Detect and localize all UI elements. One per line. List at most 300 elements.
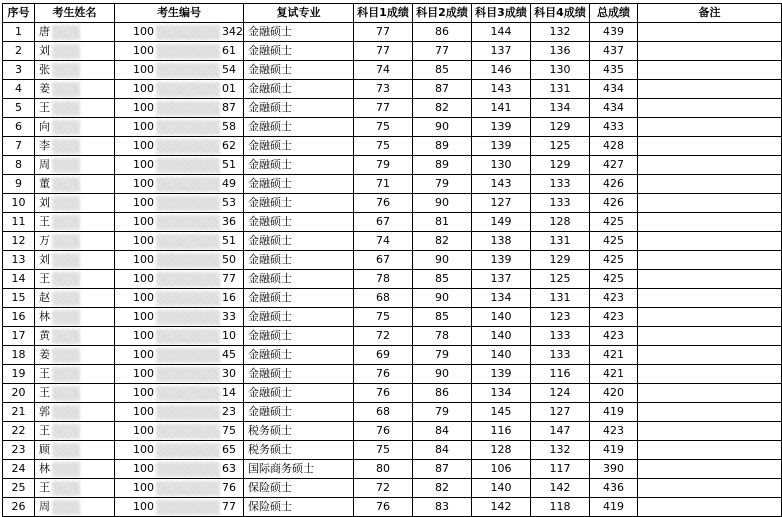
cell-no: 5 bbox=[3, 99, 35, 118]
table-row bbox=[3, 441, 782, 460]
cell-no: 25 bbox=[3, 479, 35, 498]
id-suffix: 23 bbox=[222, 405, 236, 418]
name-visible: 王 bbox=[39, 215, 50, 228]
table-row bbox=[3, 99, 782, 118]
cell-total: 426 bbox=[590, 194, 638, 213]
cell-subject3: 149 bbox=[472, 213, 531, 232]
cell-total: 427 bbox=[590, 156, 638, 175]
cell-note bbox=[638, 327, 782, 346]
cell-subject4: 129 bbox=[531, 251, 590, 270]
cell-subject1: 77 bbox=[354, 99, 413, 118]
table-row bbox=[3, 403, 782, 422]
header-name: 考生姓名 bbox=[35, 4, 115, 23]
header-subject1: 科目1成绩 bbox=[354, 4, 413, 23]
cell-major: 金融硕士 bbox=[244, 175, 354, 194]
name-visible: 万 bbox=[39, 234, 50, 247]
cell-note bbox=[638, 346, 782, 365]
cell-id bbox=[115, 137, 244, 156]
id-prefix: 100 bbox=[133, 44, 154, 57]
cell-subject1: 71 bbox=[354, 175, 413, 194]
cell-major: 金融硕士 bbox=[244, 308, 354, 327]
cell-subject1: 76 bbox=[354, 384, 413, 403]
cell-name bbox=[35, 80, 115, 99]
cell-subject3: 143 bbox=[472, 175, 531, 194]
cell-id bbox=[115, 308, 244, 327]
cell-id bbox=[115, 384, 244, 403]
cell-subject1: 76 bbox=[354, 498, 413, 517]
cell-name bbox=[35, 289, 115, 308]
cell-subject3: 139 bbox=[472, 251, 531, 270]
redaction-mask bbox=[156, 253, 220, 268]
cell-subject3: 140 bbox=[472, 479, 531, 498]
cell-major: 金融硕士 bbox=[244, 346, 354, 365]
header-id: 考生编号 bbox=[115, 4, 244, 23]
cell-subject1: 67 bbox=[354, 251, 413, 270]
header-total: 总成绩 bbox=[590, 4, 638, 23]
cell-subject1: 73 bbox=[354, 80, 413, 99]
cell-note bbox=[638, 498, 782, 517]
cell-major: 金融硕士 bbox=[244, 213, 354, 232]
cell-total: 434 bbox=[590, 99, 638, 118]
cell-subject2: 77 bbox=[413, 42, 472, 61]
cell-subject2: 85 bbox=[413, 270, 472, 289]
cell-subject2: 79 bbox=[413, 346, 472, 365]
cell-major: 金融硕士 bbox=[244, 118, 354, 137]
cell-id bbox=[115, 23, 244, 42]
redaction-mask bbox=[156, 215, 220, 230]
redaction-mask bbox=[52, 177, 80, 192]
cell-note bbox=[638, 194, 782, 213]
cell-subject2: 89 bbox=[413, 137, 472, 156]
cell-note bbox=[638, 365, 782, 384]
name-visible: 刘 bbox=[39, 253, 50, 266]
cell-subject2: 79 bbox=[413, 175, 472, 194]
cell-total: 421 bbox=[590, 346, 638, 365]
name-visible: 张 bbox=[39, 63, 50, 76]
id-prefix: 100 bbox=[133, 424, 154, 437]
id-prefix: 100 bbox=[133, 367, 154, 380]
cell-total: 390 bbox=[590, 460, 638, 479]
cell-no: 19 bbox=[3, 365, 35, 384]
cell-id bbox=[115, 270, 244, 289]
cell-subject4: 124 bbox=[531, 384, 590, 403]
cell-id bbox=[115, 441, 244, 460]
redaction-mask bbox=[156, 120, 220, 135]
redaction-mask bbox=[156, 443, 220, 458]
name-visible: 顾 bbox=[39, 443, 50, 456]
header-subject3: 科目3成绩 bbox=[472, 4, 531, 23]
cell-no: 9 bbox=[3, 175, 35, 194]
cell-subject1: 74 bbox=[354, 232, 413, 251]
cell-note bbox=[638, 42, 782, 61]
redaction-mask bbox=[52, 329, 80, 344]
cell-no: 17 bbox=[3, 327, 35, 346]
redaction-mask bbox=[52, 25, 80, 40]
cell-note bbox=[638, 384, 782, 403]
cell-subject3: 134 bbox=[472, 289, 531, 308]
cell-total: 420 bbox=[590, 384, 638, 403]
redaction-mask bbox=[52, 44, 80, 59]
redaction-mask bbox=[156, 329, 220, 344]
cell-subject3: 138 bbox=[472, 232, 531, 251]
redaction-mask bbox=[52, 462, 80, 477]
redaction-mask bbox=[52, 196, 80, 211]
cell-subject2: 87 bbox=[413, 460, 472, 479]
cell-subject1: 76 bbox=[354, 194, 413, 213]
redaction-mask bbox=[156, 405, 220, 420]
id-suffix: 33 bbox=[222, 310, 236, 323]
cell-subject4: 125 bbox=[531, 270, 590, 289]
cell-major: 税务硕士 bbox=[244, 441, 354, 460]
cell-subject3: 143 bbox=[472, 80, 531, 99]
cell-subject3: 140 bbox=[472, 308, 531, 327]
cell-no: 18 bbox=[3, 346, 35, 365]
table-row bbox=[3, 422, 782, 441]
table-row bbox=[3, 156, 782, 175]
cell-id bbox=[115, 289, 244, 308]
redaction-mask bbox=[156, 177, 220, 192]
cell-subject2: 90 bbox=[413, 194, 472, 213]
cell-subject3: 139 bbox=[472, 365, 531, 384]
id-prefix: 100 bbox=[133, 272, 154, 285]
name-visible: 黄 bbox=[39, 329, 50, 342]
cell-note bbox=[638, 289, 782, 308]
table-row bbox=[3, 194, 782, 213]
id-prefix: 100 bbox=[133, 101, 154, 114]
id-suffix: 30 bbox=[222, 367, 236, 380]
name-visible: 王 bbox=[39, 272, 50, 285]
cell-id bbox=[115, 213, 244, 232]
cell-subject4: 132 bbox=[531, 441, 590, 460]
cell-name bbox=[35, 61, 115, 80]
cell-id bbox=[115, 80, 244, 99]
id-suffix: 50 bbox=[222, 253, 236, 266]
id-suffix: 77 bbox=[222, 272, 236, 285]
cell-id bbox=[115, 251, 244, 270]
name-visible: 周 bbox=[39, 500, 50, 513]
table-body bbox=[3, 23, 782, 517]
cell-major: 金融硕士 bbox=[244, 99, 354, 118]
cell-subject1: 68 bbox=[354, 403, 413, 422]
cell-name bbox=[35, 270, 115, 289]
name-visible: 赵 bbox=[39, 291, 50, 304]
name-visible: 王 bbox=[39, 367, 50, 380]
header-row bbox=[3, 4, 782, 23]
cell-major: 金融硕士 bbox=[244, 194, 354, 213]
cell-subject4: 128 bbox=[531, 213, 590, 232]
cell-total: 425 bbox=[590, 232, 638, 251]
cell-total: 419 bbox=[590, 403, 638, 422]
redaction-mask bbox=[52, 481, 80, 496]
cell-note bbox=[638, 232, 782, 251]
cell-id bbox=[115, 327, 244, 346]
cell-subject2: 89 bbox=[413, 156, 472, 175]
cell-note bbox=[638, 99, 782, 118]
cell-subject4: 125 bbox=[531, 137, 590, 156]
cell-note bbox=[638, 61, 782, 80]
redaction-mask bbox=[52, 215, 80, 230]
cell-subject2: 81 bbox=[413, 213, 472, 232]
table-row bbox=[3, 327, 782, 346]
id-suffix: 76 bbox=[222, 481, 236, 494]
redaction-mask bbox=[52, 424, 80, 439]
cell-no: 2 bbox=[3, 42, 35, 61]
cell-subject4: 127 bbox=[531, 403, 590, 422]
redaction-mask bbox=[156, 386, 220, 401]
cell-note bbox=[638, 23, 782, 42]
cell-subject3: 130 bbox=[472, 156, 531, 175]
table-row bbox=[3, 232, 782, 251]
id-suffix: 53 bbox=[222, 196, 236, 209]
cell-total: 419 bbox=[590, 498, 638, 517]
cell-no: 21 bbox=[3, 403, 35, 422]
cell-no: 8 bbox=[3, 156, 35, 175]
name-visible: 郭 bbox=[39, 405, 50, 418]
cell-subject1: 76 bbox=[354, 365, 413, 384]
cell-subject3: 106 bbox=[472, 460, 531, 479]
id-prefix: 100 bbox=[133, 386, 154, 399]
cell-subject2: 84 bbox=[413, 441, 472, 460]
cell-subject1: 77 bbox=[354, 42, 413, 61]
name-visible: 林 bbox=[39, 310, 50, 323]
cell-id bbox=[115, 61, 244, 80]
id-prefix: 100 bbox=[133, 291, 154, 304]
cell-no: 7 bbox=[3, 137, 35, 156]
id-prefix: 100 bbox=[133, 253, 154, 266]
cell-subject3: 116 bbox=[472, 422, 531, 441]
cell-major: 金融硕士 bbox=[244, 232, 354, 251]
cell-total: 425 bbox=[590, 251, 638, 270]
header-major: 复试专业 bbox=[244, 4, 354, 23]
redaction-mask bbox=[156, 291, 220, 306]
cell-major: 保险硕士 bbox=[244, 498, 354, 517]
cell-major: 税务硕士 bbox=[244, 422, 354, 441]
id-prefix: 100 bbox=[133, 443, 154, 456]
cell-total: 423 bbox=[590, 422, 638, 441]
header-no: 序号 bbox=[3, 4, 35, 23]
cell-subject2: 78 bbox=[413, 327, 472, 346]
cell-subject4: 133 bbox=[531, 346, 590, 365]
table-row bbox=[3, 61, 782, 80]
id-suffix: 16 bbox=[222, 291, 236, 304]
cell-id bbox=[115, 346, 244, 365]
name-visible: 王 bbox=[39, 101, 50, 114]
table-row bbox=[3, 251, 782, 270]
cell-subject3: 134 bbox=[472, 384, 531, 403]
cell-name bbox=[35, 99, 115, 118]
cell-no: 26 bbox=[3, 498, 35, 517]
id-prefix: 100 bbox=[133, 215, 154, 228]
cell-subject2: 85 bbox=[413, 61, 472, 80]
table-row bbox=[3, 289, 782, 308]
cell-subject3: 141 bbox=[472, 99, 531, 118]
id-suffix: 342 bbox=[222, 25, 243, 38]
cell-no: 3 bbox=[3, 61, 35, 80]
cell-total: 439 bbox=[590, 23, 638, 42]
id-prefix: 100 bbox=[133, 25, 154, 38]
id-prefix: 100 bbox=[133, 481, 154, 494]
cell-major: 金融硕士 bbox=[244, 327, 354, 346]
cell-name bbox=[35, 23, 115, 42]
id-suffix: 10 bbox=[222, 329, 236, 342]
cell-no: 22 bbox=[3, 422, 35, 441]
redaction-mask bbox=[52, 63, 80, 78]
id-prefix: 100 bbox=[133, 158, 154, 171]
table-row bbox=[3, 346, 782, 365]
table-row bbox=[3, 118, 782, 137]
table-row bbox=[3, 498, 782, 517]
cell-name bbox=[35, 498, 115, 517]
cell-major: 金融硕士 bbox=[244, 251, 354, 270]
cell-total: 436 bbox=[590, 479, 638, 498]
cell-total: 423 bbox=[590, 327, 638, 346]
cell-note bbox=[638, 422, 782, 441]
cell-name bbox=[35, 460, 115, 479]
cell-note bbox=[638, 118, 782, 137]
cell-subject1: 75 bbox=[354, 308, 413, 327]
cell-total: 421 bbox=[590, 365, 638, 384]
redaction-mask bbox=[156, 272, 220, 287]
cell-subject1: 72 bbox=[354, 327, 413, 346]
cell-note bbox=[638, 270, 782, 289]
cell-note bbox=[638, 80, 782, 99]
cell-subject4: 133 bbox=[531, 175, 590, 194]
table-row bbox=[3, 308, 782, 327]
cell-major: 金融硕士 bbox=[244, 23, 354, 42]
score-table bbox=[2, 3, 782, 517]
cell-note bbox=[638, 441, 782, 460]
cell-name bbox=[35, 194, 115, 213]
id-suffix: 61 bbox=[222, 44, 236, 57]
cell-id bbox=[115, 194, 244, 213]
redaction-mask bbox=[156, 481, 220, 496]
cell-subject4: 147 bbox=[531, 422, 590, 441]
id-prefix: 100 bbox=[133, 462, 154, 475]
table-row bbox=[3, 23, 782, 42]
cell-subject1: 75 bbox=[354, 441, 413, 460]
cell-name bbox=[35, 156, 115, 175]
cell-subject3: 144 bbox=[472, 23, 531, 42]
redaction-mask bbox=[52, 101, 80, 116]
cell-subject4: 129 bbox=[531, 156, 590, 175]
cell-major: 金融硕士 bbox=[244, 156, 354, 175]
cell-major: 金融硕士 bbox=[244, 365, 354, 384]
cell-subject4: 136 bbox=[531, 42, 590, 61]
redaction-mask bbox=[156, 63, 220, 78]
redaction-mask bbox=[156, 25, 220, 40]
id-prefix: 100 bbox=[133, 500, 154, 513]
cell-subject1: 69 bbox=[354, 346, 413, 365]
cell-id bbox=[115, 175, 244, 194]
id-suffix: 51 bbox=[222, 158, 236, 171]
cell-no: 13 bbox=[3, 251, 35, 270]
id-suffix: 36 bbox=[222, 215, 236, 228]
cell-subject2: 84 bbox=[413, 422, 472, 441]
cell-subject2: 83 bbox=[413, 498, 472, 517]
cell-note bbox=[638, 137, 782, 156]
header-subject2: 科目2成绩 bbox=[413, 4, 472, 23]
cell-name bbox=[35, 479, 115, 498]
id-prefix: 100 bbox=[133, 405, 154, 418]
cell-subject1: 68 bbox=[354, 289, 413, 308]
cell-name bbox=[35, 403, 115, 422]
cell-subject3: 142 bbox=[472, 498, 531, 517]
cell-subject2: 82 bbox=[413, 479, 472, 498]
cell-subject2: 79 bbox=[413, 403, 472, 422]
id-suffix: 75 bbox=[222, 424, 236, 437]
table-row bbox=[3, 460, 782, 479]
redaction-mask bbox=[156, 101, 220, 116]
redaction-mask bbox=[156, 158, 220, 173]
id-suffix: 14 bbox=[222, 386, 236, 399]
cell-id bbox=[115, 99, 244, 118]
redaction-mask bbox=[156, 310, 220, 325]
name-visible: 王 bbox=[39, 386, 50, 399]
cell-note bbox=[638, 308, 782, 327]
cell-note bbox=[638, 156, 782, 175]
id-prefix: 100 bbox=[133, 348, 154, 361]
cell-subject4: 116 bbox=[531, 365, 590, 384]
redaction-mask bbox=[156, 367, 220, 382]
cell-note bbox=[638, 175, 782, 194]
redaction-mask bbox=[52, 120, 80, 135]
cell-major: 保险硕士 bbox=[244, 479, 354, 498]
id-suffix: 65 bbox=[222, 443, 236, 456]
redaction-mask bbox=[52, 310, 80, 325]
cell-subject4: 118 bbox=[531, 498, 590, 517]
table-row bbox=[3, 42, 782, 61]
cell-subject3: 127 bbox=[472, 194, 531, 213]
id-suffix: 51 bbox=[222, 234, 236, 247]
cell-total: 435 bbox=[590, 61, 638, 80]
name-visible: 姜 bbox=[39, 348, 50, 361]
name-visible: 唐 bbox=[39, 25, 50, 38]
cell-name bbox=[35, 213, 115, 232]
table-row bbox=[3, 365, 782, 384]
redaction-mask bbox=[52, 443, 80, 458]
redaction-mask bbox=[52, 405, 80, 420]
cell-subject1: 67 bbox=[354, 213, 413, 232]
name-visible: 林 bbox=[39, 462, 50, 475]
name-visible: 向 bbox=[39, 120, 50, 133]
id-prefix: 100 bbox=[133, 82, 154, 95]
cell-note bbox=[638, 213, 782, 232]
id-suffix: 01 bbox=[222, 82, 236, 95]
cell-total: 425 bbox=[590, 213, 638, 232]
header-note: 备注 bbox=[638, 4, 782, 23]
cell-subject2: 87 bbox=[413, 80, 472, 99]
cell-name bbox=[35, 175, 115, 194]
cell-no: 11 bbox=[3, 213, 35, 232]
name-visible: 刘 bbox=[39, 44, 50, 57]
id-suffix: 49 bbox=[222, 177, 236, 190]
cell-total: 428 bbox=[590, 137, 638, 156]
id-prefix: 100 bbox=[133, 196, 154, 209]
cell-name bbox=[35, 384, 115, 403]
cell-note bbox=[638, 251, 782, 270]
table-row bbox=[3, 137, 782, 156]
redaction-mask bbox=[156, 196, 220, 211]
cell-major: 金融硕士 bbox=[244, 403, 354, 422]
id-suffix: 58 bbox=[222, 120, 236, 133]
cell-id bbox=[115, 118, 244, 137]
cell-subject2: 82 bbox=[413, 99, 472, 118]
cell-subject4: 133 bbox=[531, 194, 590, 213]
redaction-mask bbox=[52, 291, 80, 306]
redaction-mask bbox=[156, 500, 220, 515]
id-prefix: 100 bbox=[133, 63, 154, 76]
cell-id bbox=[115, 479, 244, 498]
